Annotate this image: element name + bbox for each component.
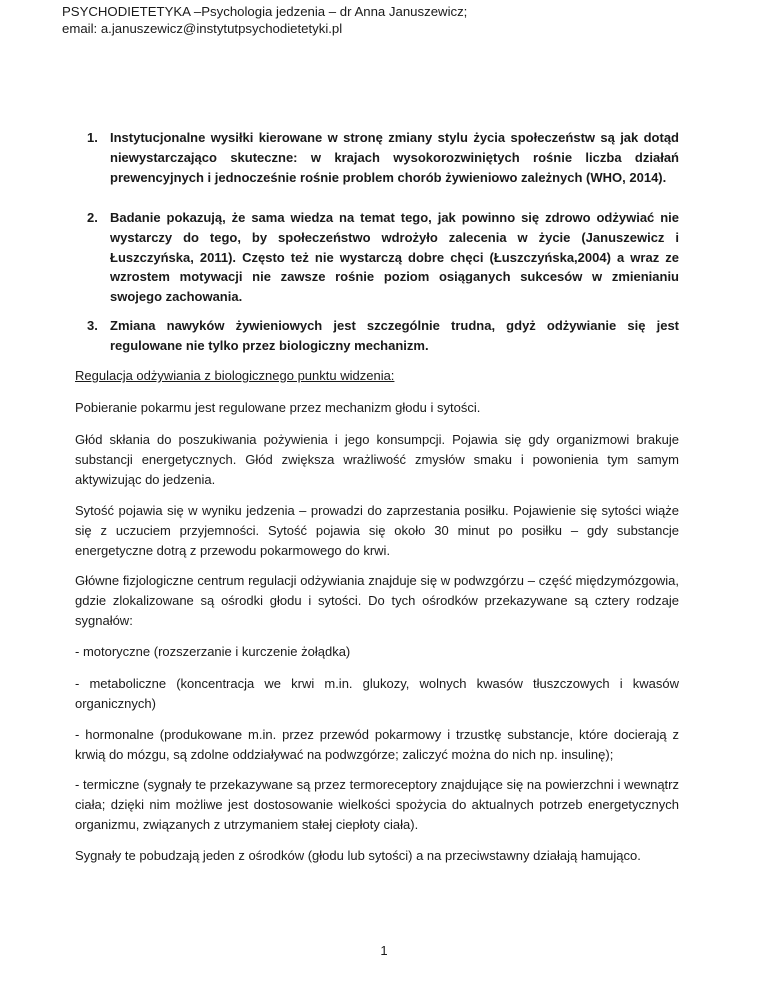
numbered-item-3 (87, 316, 679, 356)
header-email: email: a.januszewicz@instytutpsychodietetyki.pl (62, 21, 343, 36)
item-number: 2. (87, 210, 98, 225)
paragraph: - motoryczne (rozszerzanie i kurczenie żołądka) (75, 644, 351, 659)
section-heading: Regulacja odżywiania z biologicznego punktu widzenia: (75, 368, 395, 383)
paragraph: - hormonalne (produkowane m.in. przez przewód pokarmowy i trzustkę substancje, które docierają z krwią do mózgu, są zdolne oddziaływać na podwzgórze; zaliczyć można do nich np. insulinę); (75, 727, 679, 762)
paragraph: Głód skłania do poszukiwania pożywienia i jego konsumpcji. Pojawia się gdy organizmowi brakuje substancji energetycznych. Głód zwiększa wrażliwość zmysłów smaku i powonienia tym samym aktywizując do jedzenia. (75, 432, 679, 487)
paragraph: - termiczne (sygnały te przekazywane są przez termoreceptory znajdujące się na powierzchni i wewnątrz ciała; dzięki nim możliwe jest dostosowanie wielkości spożycia do aktualnych potrzeb energetycznych organizmu, związanych z utrzymaniem stałej ciepłoty ciała). (75, 777, 679, 832)
paragraph: - metaboliczne (koncentracja we krwi m.in. glukozy, wolnych kwasów tłuszczowych i kwasów organicznych) (75, 676, 679, 711)
item-number: 1. (87, 130, 98, 145)
item-number: 3. (87, 318, 98, 333)
paragraph: Główne fizjologiczne centrum regulacji odżywiania znajduje się w podwzgórzu – część międzymózgowia, gdzie zlokalizowane są ośrodki głodu i sytości. Do tych ośrodków przekazywane są cztery rodzaje sygnałów: (75, 573, 679, 628)
numbered-item-1 (87, 128, 679, 187)
page-header (62, 3, 467, 37)
item-text: Badanie pokazują, że sama wiedza na temat tego, jak powinno się zdrowo odżywiać nie wystarczy do tego, by społeczeństwo wdrożyło zalecenia w życie (Januszewicz i Łuszczyńska, 2011). Często też nie wystarczą dobre chęci (Łuszczyńska,2004) a wraz ze wzrostem motywacji nie zawsze rośnie poziom osiąganych sukcesów w zmienianiu swojego zachowania. (110, 210, 679, 305)
page-number: 1 (380, 943, 388, 958)
numbered-item-2 (87, 208, 679, 307)
item-text: Zmiana nawyków żywieniowych jest szczególnie trudna, gdyż odżywianie się jest regulowane nie tylko przez biologiczny mechanizm. (110, 318, 679, 353)
paragraph: Sygnały te pobudzają jeden z ośrodków (głodu lub sytości) a na przeciwstawny działają hamująco. (75, 848, 641, 863)
paragraph: Pobieranie pokarmu jest regulowane przez mechanizm głodu i sytości. (75, 400, 481, 415)
item-text: Instytucjonalne wysiłki kierowane w stronę zmiany stylu życia społeczeństw są jak dotąd niewystarczająco skuteczne: w krajach wysokorozwiniętych rośnie liczba działań prewencyjnych i jednocześnie rośnie problem chorób żywieniowo zależnych (WHO, 2014). (110, 130, 679, 185)
header-title: PSYCHODIETETYKA –Psychologia jedzenia – dr Anna Januszewicz; (62, 4, 468, 19)
paragraph: Sytość pojawia się w wyniku jedzenia – prowadzi do zaprzestania posiłku. Pojawienie się sytości wiąże się z uczuciem przyjemności. Sytość pojawia się około 30 minut po posiłku – gdy substancje energetyczne dotrą z przewodu pokarmowego do krwi. (75, 503, 679, 558)
